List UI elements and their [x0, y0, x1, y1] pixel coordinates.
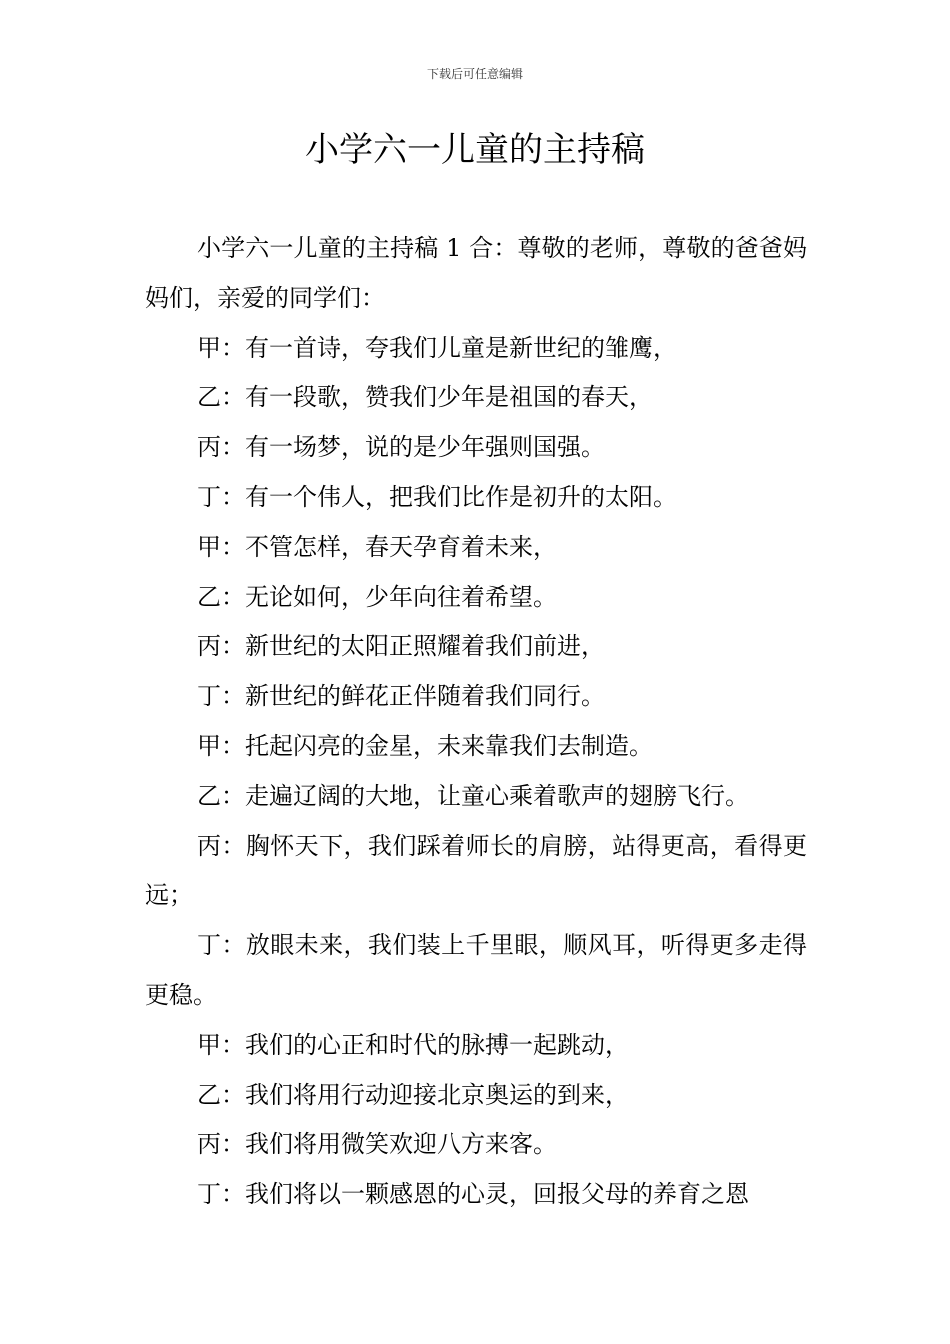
paragraph-line: 丁：有一个伟人，把我们比作是初升的太阳。: [197, 482, 677, 511]
paragraph-line: 丁：新世纪的鲜花正伴随着我们同行。: [197, 682, 605, 711]
paragraph-line: 乙：无论如何，少年向往着希望。: [197, 582, 557, 611]
paragraph-line: 甲：不管怎样，春天孕育着未来，: [197, 532, 557, 561]
paragraph-line: 丙：我们将用微笑欢迎八方来客。: [197, 1130, 557, 1159]
paragraph-opening: 小学六一儿童的主持稿 1 合：尊敬的老师，尊敬的爸爸妈妈们，亲爱的同学们：: [145, 234, 807, 312]
document-title: 小学六一儿童的主持稿: [305, 130, 645, 170]
paragraph-line: 丁：放眼未来，我们装上千里眼，顺风耳，听得更多走得更稳。: [145, 931, 807, 1009]
paragraph-line: 甲：我们的心正和时代的脉搏一起跳动，: [197, 1030, 629, 1059]
paragraph-line: 乙：走遍辽阔的大地，让童心乘着歌声的翅膀飞行。: [197, 781, 749, 810]
paragraph-line: 丙：胸怀天下，我们踩着师长的肩膀，站得更高，看得更远；: [145, 831, 807, 910]
paragraph-line: 丙：新世纪的太阳正照耀着我们前进，: [197, 632, 605, 661]
paragraph-line: 丙：有一场梦，说的是少年强则国强。: [197, 433, 605, 462]
document-body: [145, 224, 807, 1220]
paragraph-line: 甲：有一首诗，夸我们儿童是新世纪的雏鹰，: [197, 333, 677, 362]
paragraph-line: 丁：我们将以一颗感恩的心灵，回报父母的养育之恩: [197, 1180, 749, 1209]
header-note: 下载后可任意编辑: [426, 67, 523, 81]
paragraph-line: 乙：有一段歌，赞我们少年是祖国的春天，: [197, 383, 653, 412]
paragraph-line: 乙：我们将用行动迎接北京奥运的到来，: [197, 1080, 629, 1109]
paragraph-line: 甲：托起闪亮的金星，未来靠我们去制造。: [197, 731, 653, 760]
